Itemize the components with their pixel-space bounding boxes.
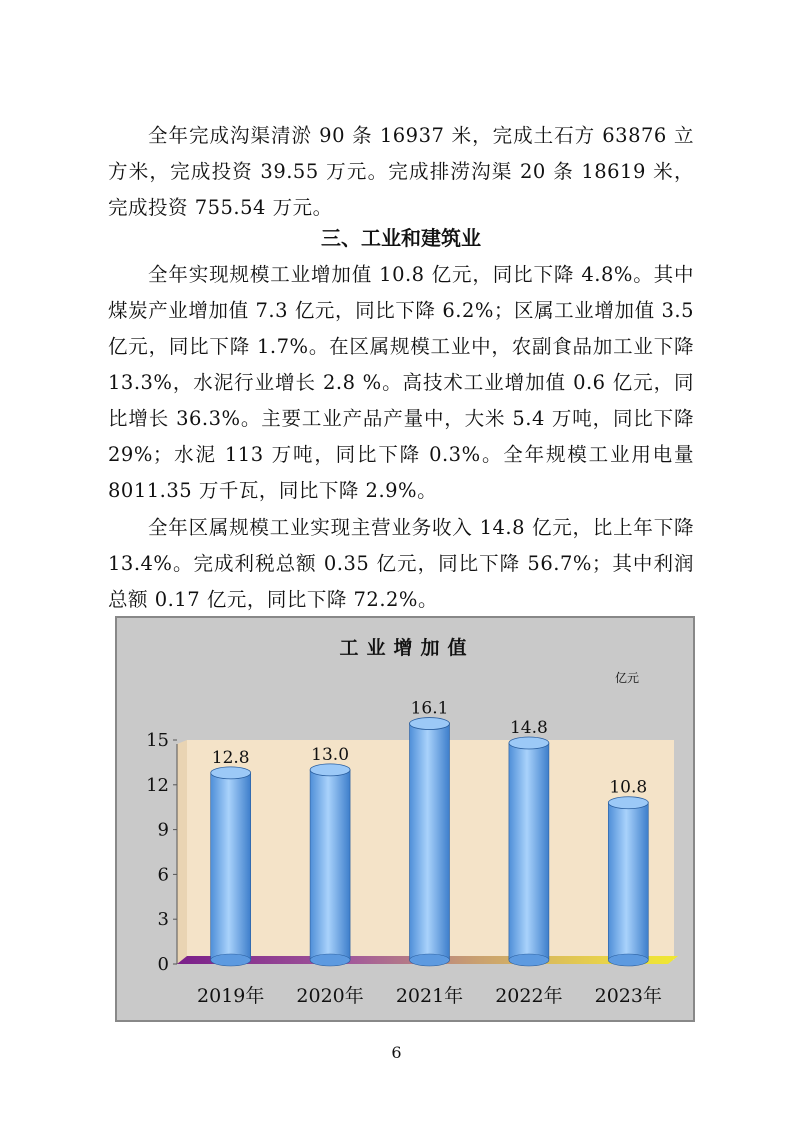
x-tick-label: 2021年: [395, 985, 464, 1007]
bar-top: [509, 737, 549, 749]
bar-body: [211, 773, 251, 960]
bar-base: [608, 954, 648, 966]
bar-body: [509, 743, 549, 960]
bar-2022年: [509, 718, 549, 966]
bar-top: [608, 797, 648, 809]
section-heading: 三、工业和建筑业: [321, 226, 481, 250]
data-label: 14.8: [509, 717, 548, 738]
bar-body: [410, 724, 450, 960]
page-number: 6: [391, 1043, 402, 1062]
bar-base: [509, 954, 549, 966]
paragraph-industry-value: 全年实现规模工业增加值 10.8 亿元，同比下降 4.8%。其中煤炭产业增加值 7.3 亿元，同比下降 6.2%；区属工业增加值 3.5 亿元，同比下降 1.7%。在区属规模工业中，农副食品加工业下降 13.3%，水泥行业增长 2.8 %。高技术工业增加值 0.6 亿元，同比增长 36.3%。主要工业产品产量中，大米 5.4 万吨，同比下降 29%；水泥 113 万吨，同比下降 0.3%。全年规模工业用电量 8011.35 万千瓦，同比下降 2.9%。: [108, 263, 694, 502]
bar-base: [410, 954, 450, 966]
y-tick-label: 12: [146, 774, 169, 796]
bar-body: [608, 803, 648, 960]
chart-container: [115, 616, 695, 1022]
y-tick-label: 3: [157, 909, 169, 931]
bar-base: [211, 954, 251, 966]
chart-title: 工业增加值: [339, 637, 475, 659]
data-label: 16.1: [410, 698, 449, 719]
y-tick-label: 0: [157, 954, 169, 975]
x-tick-label: 2023年: [594, 985, 662, 1007]
unit-label: 亿元: [614, 671, 640, 685]
x-tick-label: 2019年: [197, 985, 265, 1007]
bar-top: [410, 718, 450, 730]
bar-base: [310, 954, 350, 966]
y-tick-label: 6: [157, 864, 169, 886]
bar-2023年: [608, 778, 648, 966]
bar-chart: [117, 618, 693, 1020]
bar-top: [310, 764, 350, 776]
bar-2021年: [410, 699, 450, 966]
y-tick-label: 15: [146, 730, 169, 751]
bar-2020年: [310, 745, 350, 966]
data-label: 12.8: [211, 747, 250, 768]
bar-body: [310, 770, 350, 960]
x-tick-label: 2020年: [296, 985, 364, 1007]
data-label: 10.8: [609, 777, 648, 798]
data-label: 13.0: [311, 744, 350, 765]
bar-2019年: [211, 748, 251, 966]
y-tick-label: 9: [157, 819, 169, 841]
bar-top: [211, 767, 251, 779]
plot-side-wall: [177, 740, 187, 964]
x-tick-label: 2022年: [495, 985, 563, 1007]
paragraph-industry-revenue: 全年区属规模工业实现主营业务收入 14.8 亿元，比上年下降 13.4%。完成利税总额 0.35 亿元，同比下降 56.7%；其中利润总额 0.17 亿元，同比下降 72.2%。: [108, 516, 694, 611]
paragraph-drainage: 全年完成沟渠清淤 90 条 16937 米，完成土石方 63876 立方米，完成投资 39.55 万元。完成排涝沟渠 20 条 18619 米，完成投资 755.54 万元。: [108, 124, 694, 219]
